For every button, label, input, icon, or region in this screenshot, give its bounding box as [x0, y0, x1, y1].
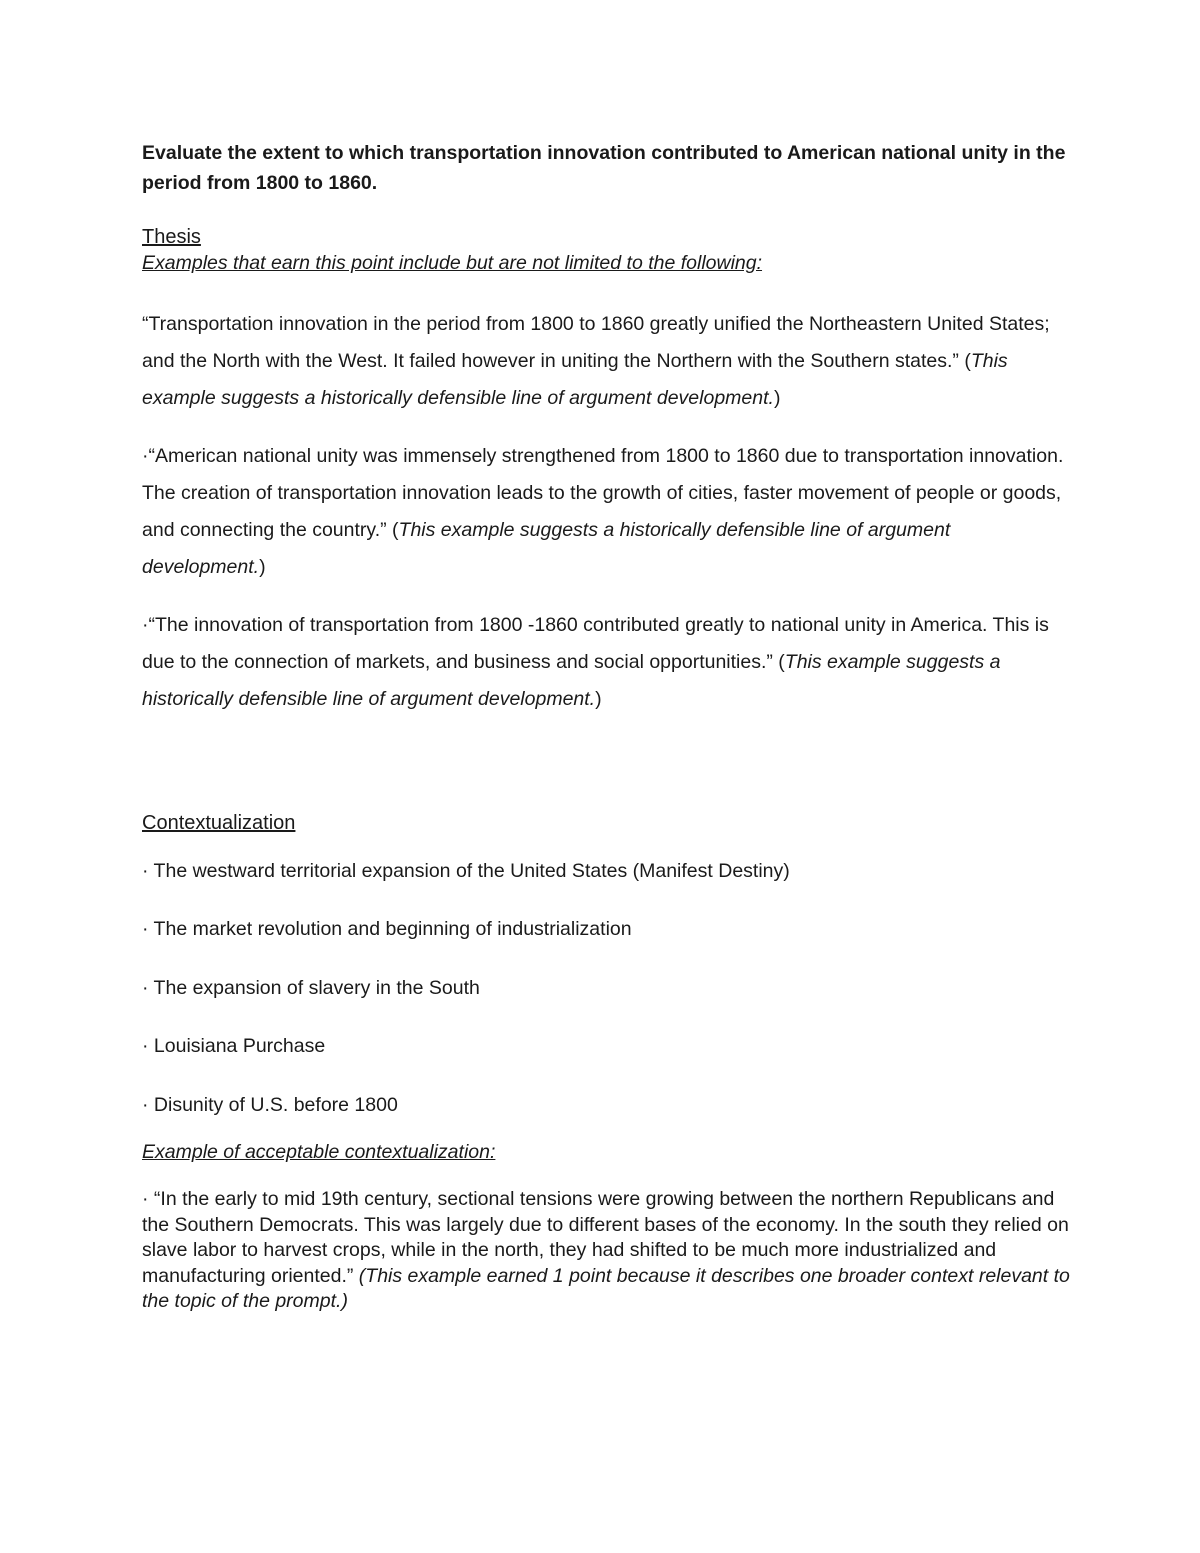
thesis-section	[142, 224, 1072, 718]
context-item-5: · Disunity of U.S. before 1800	[142, 1094, 398, 1116]
thesis-example-2-quote: ·“American national unity was immensely strengthened from 1800 to 1860 due to transportation innovation. The creation of transportation innovation leads to the growth of cities, faster movement of people or goods, and connecting the country.” (	[142, 445, 1064, 541]
contextualization-section	[142, 810, 1072, 1315]
context-item-3: · The expansion of slavery in the South	[142, 977, 480, 999]
document-page	[142, 138, 1072, 1315]
thesis-example-3-quote: ·“The innovation of transportation from 1800 -1860 contributed greatly to national unity in America. This is due to the connection of markets, and business and social opportunities.” (	[142, 614, 1049, 673]
context-example-heading: Example of acceptable contextualization:	[142, 1141, 496, 1163]
context-example-note: (This example earned 1 point because it describes one broader context relevant to the topic of the prompt.)	[142, 1264, 1070, 1312]
thesis-example-3-note: This example suggests a historically defensible line of argument development.	[142, 651, 1001, 710]
thesis-example-2-note: This example suggests a historically defensible line of argument development.	[142, 519, 951, 578]
essay-prompt-line-2: period from 1800 to 1860.	[142, 172, 378, 194]
context-item-4: · Louisiana Purchase	[142, 1035, 326, 1057]
essay-prompt-line-1: Evaluate the extent to which transportation innovation contributed to American national unity in the	[142, 142, 1066, 164]
thesis-heading: Thesis	[142, 226, 201, 248]
contextualization-heading: Contextualization	[142, 812, 296, 834]
context-item-1: · The westward territorial expansion of the United States (Manifest Destiny)	[142, 860, 790, 882]
thesis-intro: Examples that earn this point include but are not limited to the following:	[142, 252, 763, 274]
thesis-example-1-close: )	[773, 387, 781, 409]
essay-prompt	[142, 138, 1072, 198]
context-example-quote: · “In the early to mid 19th century, sectional tensions were growing between the northern Republicans and the Southern Democrats. This was largely due to different bases of the economy. In the south they relied on slave labor to harvest crops, while in the north, they had shifted to be much more industrialized and manufacturing oriented.”	[142, 1188, 1069, 1287]
thesis-example-2	[142, 438, 1072, 586]
thesis-example-3-close: )	[595, 688, 602, 710]
thesis-example-1-quote: “Transportation innovation in the period from 1800 to 1860 greatly unified the Northeastern United States; and the North with the West. It failed however in uniting the Northern with the Southern states.” (	[142, 313, 1050, 372]
context-example	[142, 1187, 1072, 1315]
thesis-example-1	[142, 306, 1072, 417]
context-item-2: · The market revolution and beginning of industrialization	[142, 918, 632, 940]
thesis-example-3	[142, 607, 1072, 718]
thesis-example-1-note: This example suggests a historically defensible line of argument development.	[142, 350, 1008, 409]
thesis-example-2-close: )	[259, 556, 266, 578]
